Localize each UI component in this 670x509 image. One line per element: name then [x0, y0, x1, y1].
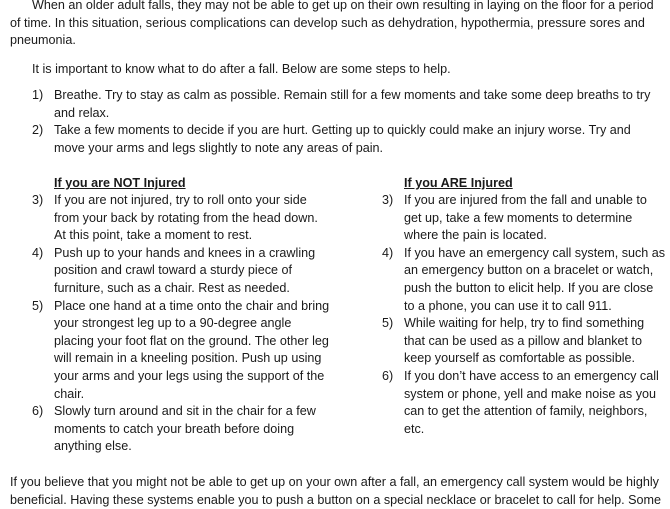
- lead-paragraph: It is important to know what to do after a fall. Below are some steps to help.: [32, 62, 451, 76]
- list-text: If you don’t have access to an emergency call system or phone, yell and make noise as you can to get the attention of family, neighbors, etc.: [404, 368, 659, 436]
- list-text: Breathe. Try to stay as calm as possible. Remain still for a few moments and take some deep breaths to try and relax.: [54, 88, 651, 120]
- list-number: 5): [382, 316, 394, 331]
- list-text: Slowly turn around and sit in the chair for a few moments to catch your breath before doing anything else.: [54, 404, 316, 454]
- list-item: [32, 403, 332, 456]
- list-item: [32, 192, 332, 245]
- closing-paragraph: If you believe that you might not be able to get up on your own after a fall, an emergency call system would be highly beneficial. Having these systems enable you to push a button on a special necklace or bracelet to call for help. Some: [10, 475, 662, 507]
- list-item: [382, 368, 667, 438]
- list-item: [32, 122, 662, 157]
- intro-paragraph: When an older adult falls, they may not be able to get up on their own resulting in laying on the floor for a period of time. In this situation, serious complications can develop such as dehydration, hypothermia, pressure sores and pneumonia.: [10, 0, 654, 48]
- list-number: 2): [32, 123, 44, 138]
- list-item: [382, 315, 667, 368]
- list-text: While waiting for help, try to find something that can be used as a pillow and blanket to keep yourself as comfortable as possible.: [404, 316, 645, 366]
- list-text: Take a few moments to decide if you are hurt. Getting up to quickly could make an injury worse. Try and move your arms and legs slightly to note any areas of pain.: [54, 123, 631, 155]
- list-number: 6): [32, 404, 44, 419]
- injured-heading: If you ARE Injured: [404, 176, 513, 190]
- list-number: 1): [32, 88, 44, 102]
- list-text: Place one hand at a time onto the chair and bring your strongest leg up to a 90-degree angle placing your foot flat on the ground. The other leg will remain in a kneeling position. Push up using your arms and your legs using the support of the chair.: [54, 298, 330, 401]
- list-item: [382, 245, 667, 315]
- list-number: 4): [382, 245, 394, 260]
- list-item: [32, 87, 662, 122]
- list-number: 3): [382, 193, 394, 207]
- list-text: If you are injured from the fall and unable to get up, take a few moments to determine where the pain is located.: [404, 193, 647, 243]
- list-number: 6): [382, 368, 394, 383]
- list-text: If you are not injured, try to roll onto your side from your back by rotating from the head down. At this point, take a moment to rest.: [54, 193, 318, 243]
- top-steps-list: [32, 87, 662, 157]
- list-text: If you have an emergency call system, such as an emergency button on a bracelet or watch, push the button to elicit help. If you are close to a phone, you can use it to call 911.: [404, 245, 666, 313]
- list-text: Push up to your hands and knees in a crawling position and crawl toward a sturdy piece of furniture, such as a chair. Rest as needed.: [54, 245, 316, 295]
- list-item: [32, 298, 332, 404]
- injured-column: [382, 175, 667, 438]
- list-number: 5): [32, 298, 44, 313]
- not-injured-heading: If you are NOT Injured: [54, 176, 186, 190]
- list-number: 4): [32, 245, 44, 260]
- list-item: [32, 245, 332, 298]
- list-number: 3): [32, 193, 44, 207]
- list-item: [382, 192, 667, 245]
- not-injured-column: [32, 175, 332, 456]
